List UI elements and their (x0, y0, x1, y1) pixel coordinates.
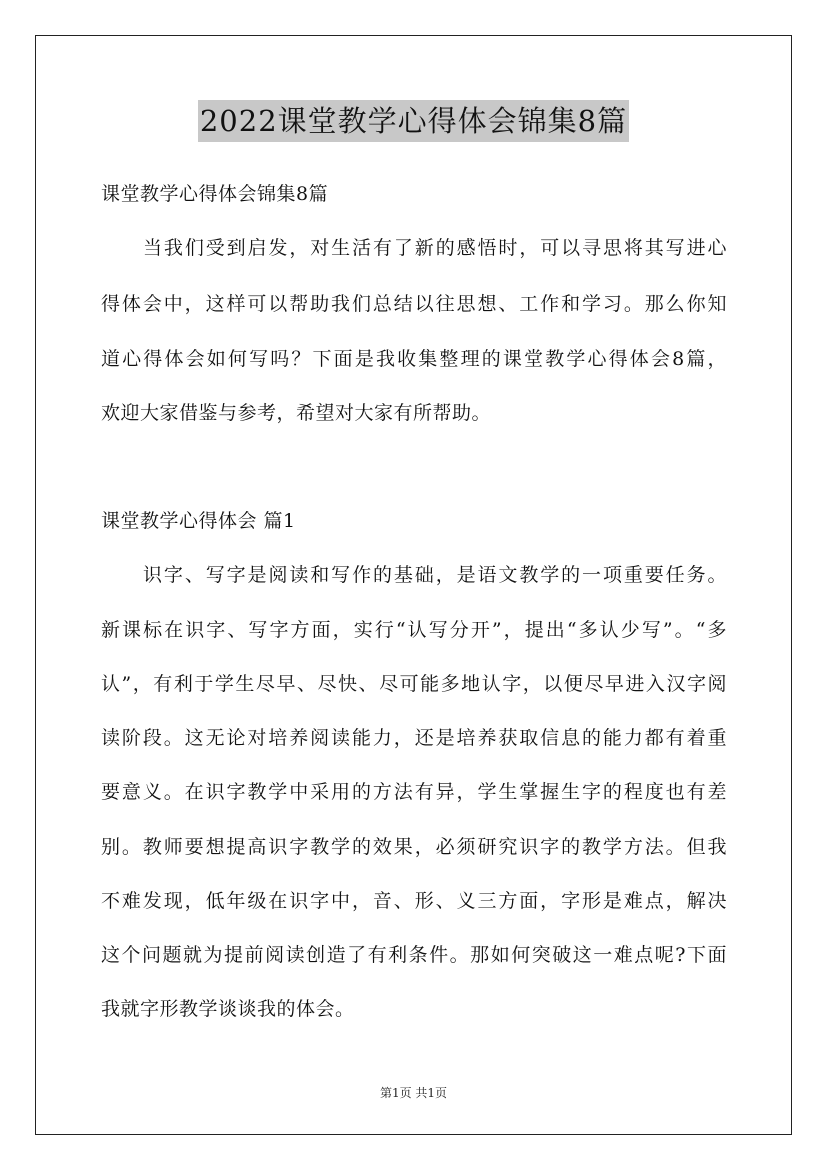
document-title-wrap (0, 100, 827, 142)
document-subtitle: 课堂教学心得体会锦集8篇 (101, 183, 329, 205)
intro-line-1: 当我们受到启发，对生活有了新的感悟时，可以寻思将其写进心 (143, 237, 727, 259)
section-line-1: 识字、写字是阅读和写作的基础，是语文教学的一项重要任务。 (143, 564, 727, 586)
page-footer: 第1页 共1页 (379, 1086, 448, 1100)
section-line-9: 我就字形教学谈谈我的体会。 (101, 998, 355, 1020)
section-line-2: 新课标在识字、写字方面，实行“认写分开”，提出“多认少写”。“多 (101, 619, 727, 641)
section-line-4: 读阶段。这无论对培养阅读能力，还是培养获取信息的能力都有着重 (101, 727, 727, 749)
document-title: 2022课堂教学心得体会锦集8篇 (198, 100, 629, 142)
section-line-5: 要意义。在识字教学中采用的方法有异，学生掌握生字的程度也有差 (101, 781, 727, 803)
intro-line-3: 道心得体会如何写吗？下面是我收集整理的课堂教学心得体会8篇， (101, 348, 727, 370)
intro-line-4: 欢迎大家借鉴与参考，希望对大家有所帮助。 (101, 402, 492, 424)
section-heading: 课堂教学心得体会 篇1 (101, 510, 296, 532)
section-line-3: 认”，有利于学生尽早、尽快、尽可能多地认字，以便尽早进入汉字阅 (101, 673, 727, 695)
section-line-7: 不难发现，低年级在识字中，音、形、义三方面，字形是难点，解决 (101, 890, 727, 912)
section-line-8: 这个问题就为提前阅读创造了有利条件。那如何突破这一难点呢?下面 (101, 944, 727, 966)
intro-line-2: 得体会中，这样可以帮助我们总结以往思想、工作和学习。那么你知 (101, 293, 727, 315)
section-line-6: 别。教师要想提高识字教学的效果，必须研究识字的教学方法。但我 (101, 836, 727, 858)
